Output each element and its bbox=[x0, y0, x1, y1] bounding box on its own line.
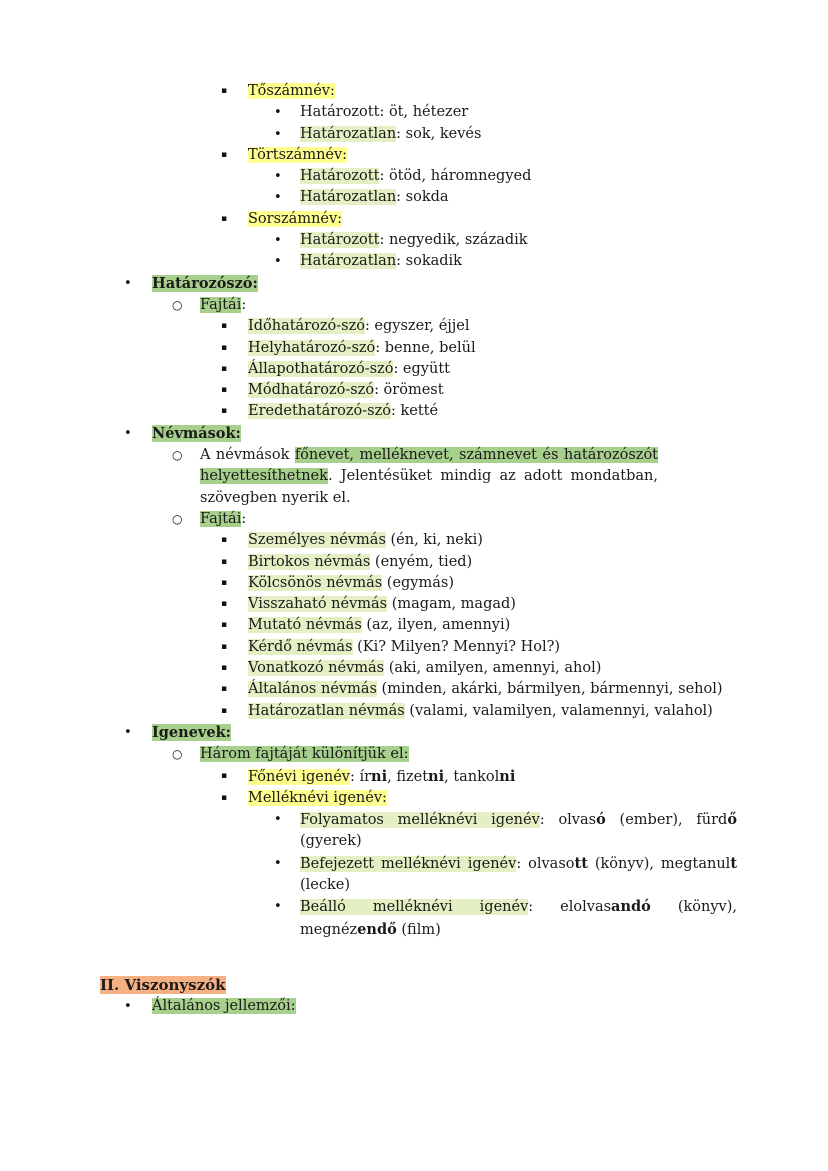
infinitive-colon: : bbox=[349, 768, 360, 785]
participle-future-ex1-suffix: andó bbox=[611, 898, 651, 916]
participle-progressive-ex2-after: (gyerek) bbox=[300, 833, 362, 850]
list-item-cardinal-numeral bbox=[221, 81, 828, 102]
adverb-origin-label: Eredethatározó-szó bbox=[248, 403, 391, 420]
square-bullet-icon: ▪ bbox=[221, 792, 228, 803]
section-gap bbox=[0, 941, 828, 962]
participle-progressive-ex2-stem: fürd bbox=[696, 812, 728, 829]
pronouns-definition-lead: A névmások bbox=[200, 447, 295, 464]
fractional-numeral-label: Törtszámnév: bbox=[248, 146, 348, 163]
list-item-fractional-definite bbox=[274, 166, 828, 187]
pronoun-demonstrative-label: Mutató névmás bbox=[248, 617, 362, 634]
fractional-definite-label: Határozott bbox=[300, 168, 380, 185]
pronouns-definition-highlighted: főnevet, melléknevet, számnevet és határozószót helyettesíthetnek bbox=[200, 447, 659, 485]
pronoun-universal-label: Általános névmás bbox=[248, 681, 377, 698]
pronouns-definition-paragraph bbox=[172, 445, 828, 509]
disc-bullet-icon: • bbox=[274, 812, 282, 828]
participle-perfect-colon: : bbox=[516, 855, 529, 872]
pronoun-reciprocal-examples: (egymás) bbox=[382, 574, 454, 591]
cardinal-indefinite-label: Határozatlan bbox=[300, 125, 397, 142]
infinitive-example-3-stem: tankol bbox=[453, 768, 500, 785]
infinitive-example-1-stem: ír bbox=[359, 768, 372, 785]
participle-progressive-ex1-stem: olvas bbox=[558, 812, 597, 829]
square-bullet-icon: ▪ bbox=[221, 213, 228, 224]
list-item-pronoun-demonstrative bbox=[221, 615, 828, 636]
list-item-cardinal-definite bbox=[274, 102, 828, 123]
adverbs-heading: Határozószó: bbox=[152, 274, 258, 292]
ordinal-definite-label: Határozott bbox=[300, 232, 380, 249]
adverb-place-examples: : benne, belül bbox=[375, 339, 476, 356]
section-two-heading-row bbox=[100, 975, 828, 996]
participle-label: Melléknévi igenév: bbox=[248, 789, 387, 806]
adverbs-kinds-colon: : bbox=[241, 296, 247, 313]
circle-bullet-icon: ○ bbox=[172, 448, 183, 463]
top-spacer bbox=[0, 0, 828, 21]
adverb-state-label: Állapothatározó-szó bbox=[248, 360, 394, 377]
list-item-pronoun-possessive bbox=[221, 552, 828, 573]
list-item-pronouns-heading bbox=[124, 423, 828, 445]
list-item-pronoun-reflexive bbox=[221, 594, 828, 615]
participle-future-ex2-stem: megnéz bbox=[300, 921, 358, 938]
cardinal-definite-examples: : öt, hétezer bbox=[379, 104, 469, 121]
square-bullet-icon: ▪ bbox=[221, 149, 228, 160]
square-bullet-icon: ▪ bbox=[221, 342, 228, 353]
section-two-general-label: Általános jellemzői: bbox=[152, 998, 296, 1015]
section-gap-2 bbox=[0, 962, 828, 975]
participle-progressive-colon: : bbox=[539, 812, 559, 829]
adverb-manner-examples: : örömest bbox=[374, 382, 444, 399]
top-spacer-2 bbox=[0, 21, 828, 31]
square-bullet-icon: ▪ bbox=[221, 385, 228, 396]
list-item-participle-perfect bbox=[274, 853, 828, 897]
participle-future-ex2-after: (film) bbox=[396, 921, 441, 938]
pronoun-relative-examples: (aki, amilyen, amennyi, ahol) bbox=[384, 660, 602, 677]
pronoun-reciprocal-label: Kölcsönös névmás bbox=[248, 574, 383, 591]
participle-perfect-ex2-after: (lecke) bbox=[300, 876, 351, 893]
list-item-verbals-intro bbox=[172, 744, 828, 765]
list-item-adverb-time bbox=[221, 316, 828, 337]
square-bullet-icon: ▪ bbox=[221, 663, 228, 674]
disc-bullet-icon: • bbox=[124, 425, 132, 441]
disc-bullet-icon: • bbox=[124, 999, 132, 1015]
adverb-origin-examples: : ketté bbox=[390, 403, 439, 420]
ordinal-numeral-label: Sorszámnév: bbox=[248, 210, 343, 227]
circle-bullet-icon: ○ bbox=[172, 511, 183, 526]
participle-perfect-ex1-after: (könyv), bbox=[587, 855, 661, 872]
cardinal-indefinite-examples: : sok, kevés bbox=[396, 125, 482, 142]
square-bullet-icon: ▪ bbox=[221, 599, 228, 610]
disc-bullet-icon: • bbox=[274, 105, 282, 121]
ordinal-indefinite-examples: : sokadik bbox=[396, 253, 462, 270]
adverb-time-label: Időhatározó-szó bbox=[248, 318, 365, 335]
cardinal-definite-label: Határozott bbox=[300, 104, 380, 121]
list-item-ordinal-indefinite bbox=[274, 251, 828, 272]
infinitive-label: Főnévi igenév bbox=[248, 768, 350, 785]
participle-future-colon: : bbox=[528, 899, 561, 916]
circle-bullet-icon: ○ bbox=[172, 747, 183, 762]
adverb-manner-label: Módhatározó-szó bbox=[248, 382, 375, 399]
participle-perfect-ex1-stem: olvaso bbox=[528, 855, 575, 872]
disc-bullet-icon: • bbox=[274, 126, 282, 142]
ordinal-definite-examples: : negyedik, századik bbox=[379, 232, 528, 249]
list-item-fractional-numeral bbox=[221, 145, 828, 166]
participle-progressive-label: Folyamatos melléknévi igenév bbox=[300, 812, 540, 829]
pronouns-heading: Névmások: bbox=[152, 424, 241, 442]
disc-bullet-icon: • bbox=[274, 254, 282, 270]
list-item-adverbs-heading bbox=[124, 273, 828, 295]
disc-bullet-icon: • bbox=[274, 233, 282, 249]
pronoun-personal-label: Személyes névmás bbox=[248, 532, 386, 549]
square-bullet-icon: ▪ bbox=[221, 363, 228, 374]
list-item-participle bbox=[221, 788, 828, 809]
list-item-ordinal-numeral bbox=[221, 209, 828, 230]
pronoun-personal-examples: (én, ki, neki) bbox=[385, 532, 483, 549]
square-bullet-icon: ▪ bbox=[221, 641, 228, 652]
list-item-pronoun-interrogative bbox=[221, 637, 828, 658]
pronoun-interrogative-label: Kérdő névmás bbox=[248, 638, 353, 655]
list-item-pronoun-personal bbox=[221, 530, 828, 551]
list-item-pronoun-universal bbox=[221, 679, 828, 700]
ordinal-indefinite-label: Határozatlan bbox=[300, 253, 397, 270]
adverb-place-label: Helyhatározó-szó bbox=[248, 339, 376, 356]
list-item-adverb-origin bbox=[221, 401, 828, 422]
pronouns-definition-tail: . Jelentésüket mindig az adott mondatban, szövegben nyerik el. bbox=[200, 468, 658, 506]
square-bullet-icon: ▪ bbox=[221, 770, 228, 781]
list-item-pronouns-kinds bbox=[172, 509, 828, 530]
square-bullet-icon: ▪ bbox=[221, 535, 228, 546]
list-item-adverb-manner bbox=[221, 380, 828, 401]
participle-progressive-ex2-suffix: ő bbox=[727, 811, 737, 829]
list-item-pronoun-indefinite bbox=[221, 701, 828, 722]
square-bullet-icon: ▪ bbox=[221, 705, 228, 716]
square-bullet-icon: ▪ bbox=[221, 620, 228, 631]
participle-future-ex1-after: (könyv), bbox=[650, 899, 737, 916]
square-bullet-icon: ▪ bbox=[221, 577, 228, 588]
infinitive-example-2-after: , bbox=[444, 768, 454, 785]
list-item-cardinal-indefinite bbox=[274, 124, 828, 145]
pronoun-indefinite-label: Határozatlan névmás bbox=[248, 702, 405, 719]
pronouns-kinds-colon: : bbox=[241, 510, 247, 527]
circle-bullet-icon: ○ bbox=[172, 297, 183, 312]
list-item-verbals-heading bbox=[124, 722, 828, 744]
pronoun-relative-label: Vonatkozó névmás bbox=[248, 660, 385, 677]
disc-bullet-icon: • bbox=[274, 190, 282, 206]
square-bullet-icon: ▪ bbox=[221, 556, 228, 567]
participle-future-label: Beálló melléknévi igenév bbox=[300, 899, 529, 916]
pronoun-demonstrative-examples: (az, ilyen, amennyi) bbox=[361, 617, 511, 634]
adverbs-kinds-label: Fajtái bbox=[200, 296, 242, 313]
list-item-adverb-state bbox=[221, 359, 828, 380]
pronoun-possessive-label: Birtokos névmás bbox=[248, 553, 371, 570]
infinitive-example-2-suffix: ni bbox=[428, 767, 445, 785]
square-bullet-icon: ▪ bbox=[221, 86, 228, 96]
pronoun-possessive-examples: (enyém, tied) bbox=[370, 553, 473, 570]
pronoun-universal-examples: (minden, akárki, bármilyen, bármennyi, sehol) bbox=[376, 681, 723, 698]
list-item-ordinal-definite bbox=[274, 230, 828, 251]
pronoun-indefinite-examples: (valami, valamilyen, valamennyi, valahol) bbox=[404, 702, 713, 719]
infinitive-example-3-suffix: ni bbox=[499, 767, 516, 785]
verbals-heading: Igenevek: bbox=[152, 723, 231, 741]
disc-bullet-icon: • bbox=[124, 724, 132, 740]
infinitive-example-1-suffix: ni bbox=[371, 767, 388, 785]
fractional-definite-examples: : ötöd, háromnegyed bbox=[379, 168, 532, 185]
fractional-indefinite-label: Határozatlan bbox=[300, 189, 397, 206]
list-item-infinitive bbox=[221, 766, 828, 788]
adverb-time-examples: : egyszer, éjjel bbox=[364, 318, 470, 335]
list-item-pronoun-relative bbox=[221, 658, 828, 679]
participle-perfect-ex2-suffix: t bbox=[730, 854, 738, 872]
disc-bullet-icon: • bbox=[274, 899, 282, 915]
list-item-section-two-general bbox=[124, 996, 828, 1017]
pronoun-reflexive-label: Visszaható névmás bbox=[248, 596, 388, 613]
list-item-adverb-place bbox=[221, 338, 828, 359]
list-item-pronoun-reciprocal bbox=[221, 573, 828, 594]
adverb-state-examples: : együtt bbox=[393, 360, 450, 377]
pronoun-reflexive-examples: (magam, magad) bbox=[387, 596, 516, 613]
infinitive-example-1-after: , bbox=[387, 768, 397, 785]
top-margin bbox=[0, 31, 828, 81]
pronouns-kinds-label: Fajtái bbox=[200, 510, 242, 527]
list-item-fractional-indefinite bbox=[274, 187, 828, 208]
participle-perfect-ex2-stem: megtanul bbox=[660, 855, 731, 872]
disc-bullet-icon: • bbox=[124, 275, 132, 291]
square-bullet-icon: ▪ bbox=[221, 684, 228, 695]
participle-progressive-ex1-suffix: ó bbox=[596, 811, 606, 829]
pronoun-interrogative-examples: (Ki? Milyen? Mennyi? Hol?) bbox=[352, 638, 561, 655]
participle-perfect-ex1-suffix: tt bbox=[574, 854, 588, 872]
square-bullet-icon: ▪ bbox=[221, 406, 228, 417]
participle-future-ex1-stem: elolvas bbox=[560, 899, 612, 916]
cardinal-numeral-label: Tőszámnév: bbox=[248, 83, 335, 99]
participle-perfect-label: Befejezett melléknévi igenév bbox=[300, 855, 517, 872]
participle-progressive-ex1-after: (ember), bbox=[605, 812, 697, 829]
verbals-intro-text: Három fajtáját különítjük el: bbox=[200, 746, 409, 763]
fractional-indefinite-examples: : sokda bbox=[396, 189, 449, 206]
list-item-participle-future bbox=[274, 896, 828, 941]
list-item-participle-progressive bbox=[274, 809, 828, 853]
disc-bullet-icon: • bbox=[274, 169, 282, 185]
list-item-adverbs-kinds bbox=[172, 295, 828, 316]
disc-bullet-icon: • bbox=[274, 855, 282, 871]
section-two-heading: II. Viszonyszók bbox=[100, 975, 226, 994]
participle-future-ex2-suffix: endő bbox=[357, 920, 397, 938]
square-bullet-icon: ▪ bbox=[221, 321, 228, 332]
infinitive-example-2-stem: fizet bbox=[396, 768, 429, 785]
